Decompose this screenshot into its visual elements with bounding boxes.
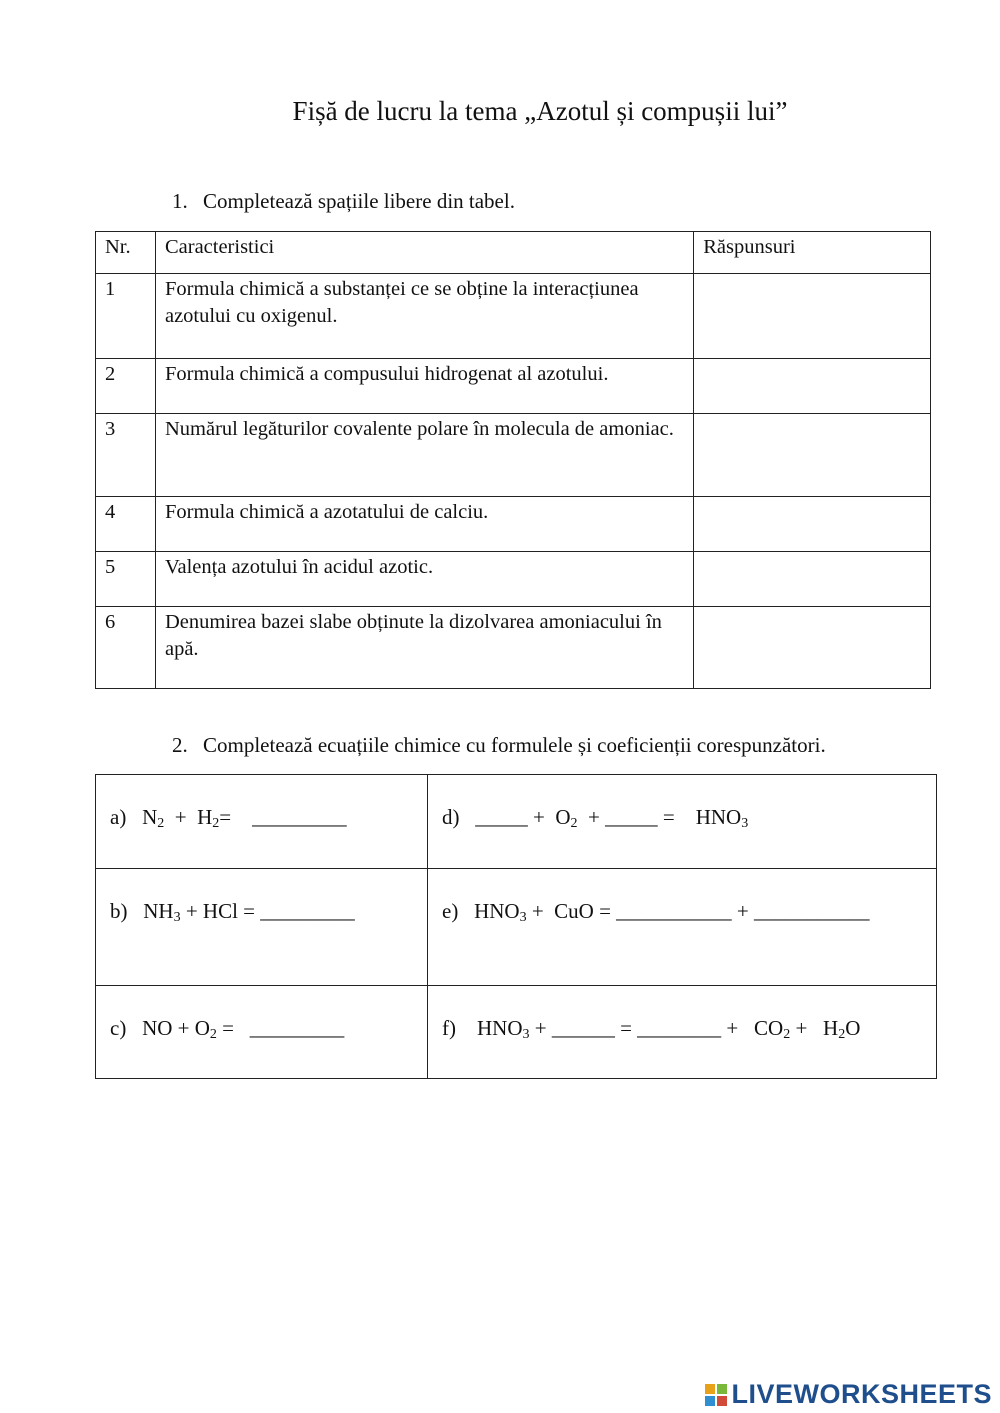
task-1-number: 1.: [172, 189, 188, 213]
row-characteristic: Formula chimică a azotatului de calciu.: [155, 497, 693, 552]
liveworksheets-logo: [705, 1379, 992, 1410]
row-characteristic: Numărul legăturilor covalente polare în molecula de amoniac.: [155, 414, 693, 497]
row-number: 6: [96, 607, 156, 689]
table-header-row: [96, 232, 931, 274]
table-row: [96, 552, 931, 607]
liveworksheets-logo-icon: [705, 1384, 727, 1406]
table-row: [96, 274, 931, 359]
page-title: Fișă de lucru la tema „Azotul și compușii lui”: [292, 96, 788, 126]
header-characteristics: Caracteristici: [155, 232, 693, 274]
table-row: [96, 359, 931, 414]
equations-row: [96, 986, 937, 1079]
equations-table: [95, 774, 937, 1079]
header-answers: Răspunsuri: [694, 232, 931, 274]
row-number: 1: [96, 274, 156, 359]
equation-f[interactable]: f) $HNO_3$ + ______ = ________ + $CO_2 + H_2O$: [428, 986, 937, 1079]
table-row: [96, 414, 931, 497]
table-row: [96, 497, 931, 552]
row-characteristic: Denumirea bazei slabe obținute la dizolvarea amoniacului în apă.: [155, 607, 693, 689]
answer-cell-1[interactable]: [694, 274, 931, 359]
task-1-instruction: [172, 189, 515, 214]
row-number: 5: [96, 552, 156, 607]
brand-name: LIVEWORKSHEETS: [731, 1379, 992, 1409]
characteristics-table: [95, 231, 931, 689]
equations-row: [96, 869, 937, 986]
task-2-text: Completează ecuațiile chimice cu formulele și coeficienții corespunzători.: [203, 733, 826, 757]
equation-c[interactable]: c) NO + $O_2$ = _________: [96, 986, 428, 1079]
task-2-number: 2.: [172, 733, 188, 757]
task-1-text: Completează spațiile libere din tabel.: [203, 189, 515, 213]
row-number: 2: [96, 359, 156, 414]
row-number: 4: [96, 497, 156, 552]
answer-cell-5[interactable]: [694, 552, 931, 607]
equation-e[interactable]: e) $HNO_3$ + CuO = ___________ + ___________: [428, 869, 937, 986]
answer-cell-6[interactable]: [694, 607, 931, 689]
answer-cell-4[interactable]: [694, 497, 931, 552]
row-characteristic: Formula chimică a compusului hidrogenat al azotului.: [155, 359, 693, 414]
table-row: [96, 607, 931, 689]
equation-b[interactable]: b) $NH_3$ + HCl = _________: [96, 869, 428, 986]
row-characteristic: Formula chimică a substanței ce se obține la interacțiunea azotului cu oxigenul.: [155, 274, 693, 359]
equations-row: [96, 775, 937, 869]
row-characteristic: Valența azotului în acidul azotic.: [155, 552, 693, 607]
row-number: 3: [96, 414, 156, 497]
header-nr: Nr.: [96, 232, 156, 274]
answer-cell-3[interactable]: [694, 414, 931, 497]
task-2-instruction: [172, 733, 826, 758]
equation-a[interactable]: a) $N_2 + H_2=$ _________: [96, 775, 428, 869]
answer-cell-2[interactable]: [694, 359, 931, 414]
equation-d[interactable]: d) _____ + $O_2$ + _____ = $HNO_3$: [428, 775, 937, 869]
